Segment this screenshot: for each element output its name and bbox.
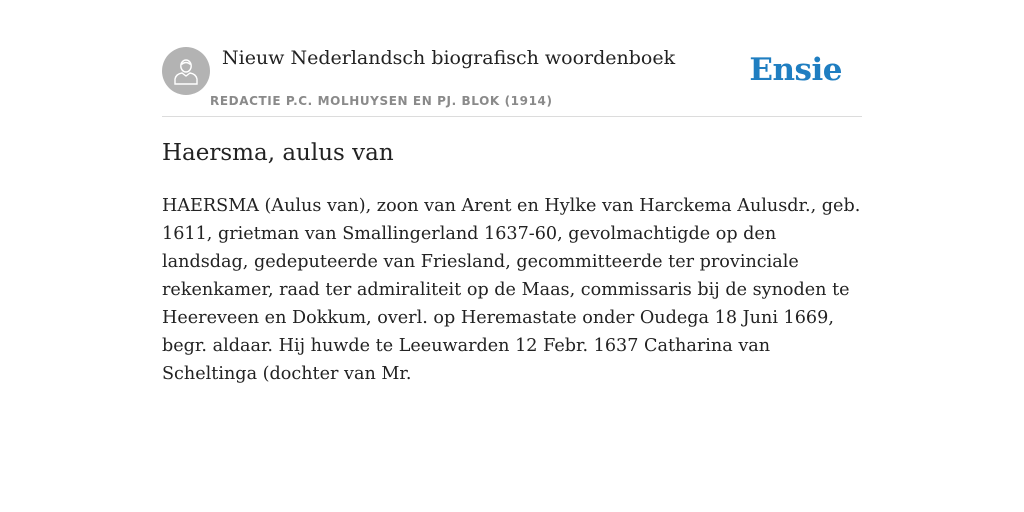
user-icon <box>173 57 199 85</box>
entry-body: HAERSMA (Aulus van), zoon van Arent en Hylke van Harckema Aulusdr., geb. 1611, grietman van Smallingerland 1637-60, gevolmachtigde op den landsdag, gedeputeerde van Friesland, gecommitteerde ter provinciale rekenkamer, raad ter admiraliteit op de Maas, commissaris bij de synoden te Heereveen en Dokkum, overl. op Heremastate onder Oudega 18 Juni 1669, begr. aldaar. Hij huwde te Leeuwarden 12 Febr. 1637 Catharina van Scheltinga (dochter van Mr. <box>162 196 861 384</box>
entry-title: Haersma, aulus van <box>162 140 394 166</box>
source-title-link[interactable]: Nieuw Nederlandsch biografisch woordenboek <box>222 47 676 69</box>
ensie-logo[interactable]: Ensie <box>749 52 842 88</box>
source-header <box>162 44 862 117</box>
source-subtitle: REDACTIE P.C. MOLHUYSEN EN PJ. BLOK (1914) <box>210 94 553 108</box>
source-avatar[interactable] <box>162 47 210 95</box>
